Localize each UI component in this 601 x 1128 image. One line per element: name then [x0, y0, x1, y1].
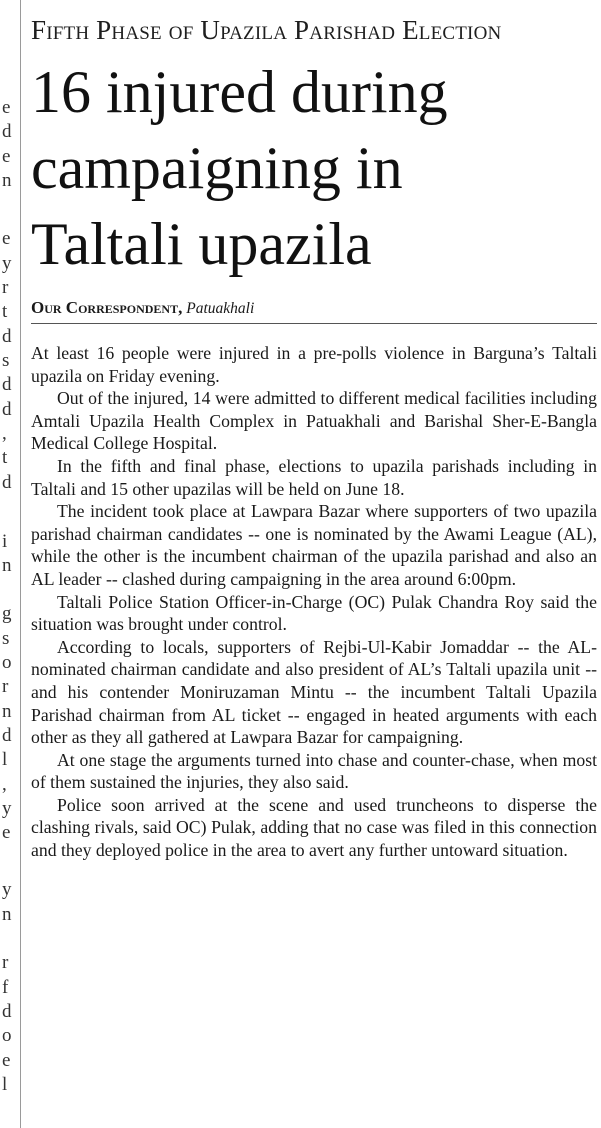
margin-fragment: n	[2, 701, 12, 722]
margin-fragment: y	[2, 798, 12, 819]
margin-fragment: r	[2, 952, 9, 973]
margin-fragment: o	[2, 652, 12, 673]
byline-location: Patuakhali	[186, 300, 255, 317]
article-headline	[31, 54, 597, 282]
margin-fragment: d	[2, 1001, 12, 1022]
margin-fragment: s	[2, 628, 10, 649]
margin-fragment: r	[2, 277, 9, 298]
margin-fragment: e	[2, 146, 11, 167]
margin-fragment: d	[2, 725, 12, 746]
headline-line: campaigning in	[31, 135, 403, 201]
headline-line: 16 injured during	[31, 59, 448, 125]
margin-fragment: t	[2, 447, 8, 468]
body-paragraph: Police soon arrived at the scene and used truncheons to disperse the clashing rivals, said OC) Pulak, adding that no case was filed in this connection and they deployed police in the area to avert any further untoward situation.	[31, 794, 597, 861]
margin-fragment: l	[2, 1074, 8, 1095]
margin-fragment: e	[2, 822, 11, 843]
margin-fragment: ,	[2, 423, 7, 444]
body-paragraph: Taltali Police Station Officer-in-Charge (OC) Pulak Chandra Roy said the situation was brought under control.	[31, 591, 597, 635]
column-divider	[20, 0, 21, 1128]
body-paragraph: According to locals, supporters of Rejbi-Ul-Kabir Jomaddar -- the AL-nominated chairman candidate and also president of AL’s Taltali upazila unit -- and his contender Moniruzaman Mintu -- the incumbent Taltali Upazila Parishad chairman from AL ticket -- engaged in heated arguments with each other as they all gathered at Lawpara Bazar for campaigning.	[31, 636, 597, 748]
margin-fragment: n	[2, 904, 12, 925]
margin-fragment: d	[2, 399, 12, 420]
margin-fragment: d	[2, 374, 12, 395]
margin-fragment: d	[2, 472, 12, 493]
article-kicker: Fifth Phase of Upazila Parishad Election	[31, 15, 502, 45]
adjacent-column-fragments	[0, 0, 18, 1128]
margin-fragment: e	[2, 228, 11, 249]
margin-fragment: ,	[2, 774, 7, 795]
margin-fragment: e	[2, 97, 11, 118]
margin-fragment: n	[2, 555, 12, 576]
margin-fragment: y	[2, 879, 12, 900]
body-paragraph: At one stage the arguments turned into chase and counter-chase, when most of them sustained the injuries, they also said.	[31, 749, 597, 793]
margin-fragment: t	[2, 301, 8, 322]
margin-fragment: r	[2, 676, 9, 697]
body-paragraph: The incident took place at Lawpara Bazar where supporters of two upazila parishad chairman candidates -- one is nominated by the Awami League (AL), while the other is the incumbent chairman of the upazila parishad and also an AL leader -- clashed during campaigning in the area around 6:00pm.	[31, 501, 597, 589]
margin-fragment: s	[2, 350, 10, 371]
margin-fragment: y	[2, 253, 12, 274]
headline-line: Taltali upazila	[31, 211, 372, 277]
margin-fragment: e	[2, 1050, 11, 1071]
margin-fragment: l	[2, 749, 8, 770]
byline-divider	[31, 323, 597, 324]
byline-author: Our Correspondent,	[31, 298, 183, 317]
article-body	[31, 342, 597, 862]
margin-fragment: g	[2, 603, 12, 624]
margin-fragment: i	[2, 531, 8, 552]
body-paragraph: In the fifth and final phase, elections to upazila parishads including in Taltali and 15 other upazilas will be held on June 18.	[31, 455, 597, 499]
body-paragraph: At least 16 people were injured in a pre-polls violence in Barguna’s Taltali upazila on Friday evening.	[31, 343, 597, 386]
margin-fragment: f	[2, 977, 9, 998]
margin-fragment: d	[2, 121, 12, 142]
byline	[31, 298, 597, 319]
news-article	[31, 14, 597, 862]
margin-fragment: n	[2, 170, 12, 191]
margin-fragment: o	[2, 1025, 12, 1046]
body-paragraph: Out of the injured, 14 were admitted to different medical facilities including Amtali Upazila Health Complex in Patuakhali and Barishal Sher-E-Bangla Medical College Hospital.	[31, 388, 597, 454]
margin-fragment: d	[2, 326, 12, 347]
